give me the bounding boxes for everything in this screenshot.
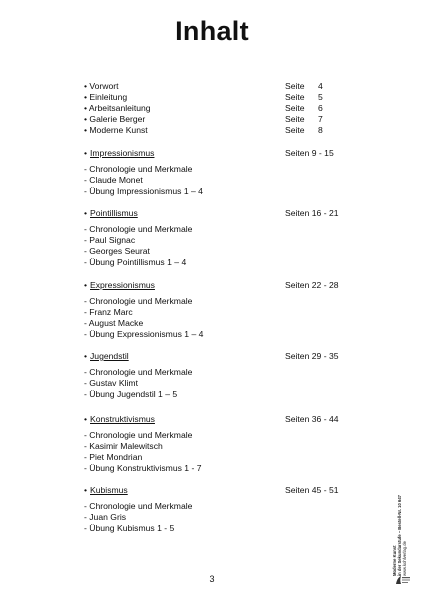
section-item-label: - Chronologie und Merkmale xyxy=(84,501,193,511)
section-item-label: - Übung Konstruktivismus 1 - 7 xyxy=(84,463,202,473)
section-item xyxy=(0,501,424,512)
intro-item-page: 7 xyxy=(318,114,323,124)
intro-item-label: • Einleitung xyxy=(84,92,128,102)
intro-item-seite-label: Seite xyxy=(285,92,305,102)
intro-item-label: • Galerie Berger xyxy=(84,114,146,124)
intro-item-seite-label: Seite xyxy=(285,81,305,91)
intro-item-page: 5 xyxy=(318,92,323,102)
section-pages: Seiten 29 - 35 xyxy=(285,351,339,361)
section-item-label: - Übung Jugendstil 1 – 5 xyxy=(84,389,178,399)
section-item xyxy=(0,235,424,246)
intro-item-seite-label: Seite xyxy=(285,114,305,124)
section-pages: Seiten 9 - 15 xyxy=(285,148,334,158)
section-item-label: - Übung Pointillismus 1 – 4 xyxy=(84,257,187,267)
section-heading: Expressionismus xyxy=(90,280,155,290)
section-item xyxy=(0,512,424,523)
section-heading: Jugendstil xyxy=(90,351,129,361)
side-imprint-order: in der Sekundarstufe – Bestell-Nr. 10 647 xyxy=(397,495,402,576)
section-item xyxy=(0,378,424,389)
section-heading-row xyxy=(0,208,424,219)
section-item xyxy=(0,257,424,268)
side-imprint xyxy=(392,448,416,576)
publisher-logo-icon xyxy=(394,573,412,585)
intro-item-label: • Moderne Kunst xyxy=(84,125,148,135)
intro-item xyxy=(0,114,424,125)
intro-item-seite-label: Seite xyxy=(285,103,305,113)
section-item xyxy=(0,367,424,378)
section-bullet: • xyxy=(84,414,88,424)
section-item-label: - Kasimir Malewitsch xyxy=(84,441,163,451)
section-bullet: • xyxy=(84,208,88,218)
section-item xyxy=(0,318,424,329)
intro-item-seite-label: Seite xyxy=(285,125,305,135)
section-bullet: • xyxy=(84,280,88,290)
section-item-label: - Juan Gris xyxy=(84,512,127,522)
section-item-label: - Übung Kubismus 1 - 5 xyxy=(84,523,175,533)
section-item-label: - Paul Signac xyxy=(84,235,136,245)
section-bullet: • xyxy=(84,485,88,495)
section-bullet: • xyxy=(84,351,88,361)
intro-item-label: • Arbeitsanleitung xyxy=(84,103,151,113)
intro-item-page: 8 xyxy=(318,125,323,135)
section-item xyxy=(0,164,424,175)
section-item-label: - Chronologie und Merkmale xyxy=(84,296,193,306)
intro-item xyxy=(0,81,424,92)
section-item xyxy=(0,175,424,186)
section-heading: Konstruktivismus xyxy=(90,414,155,424)
section-item-label: - Chronologie und Merkmale xyxy=(84,164,193,174)
section-heading-row xyxy=(0,485,424,496)
section-item xyxy=(0,246,424,257)
section-item-label: - Chronologie und Merkmale xyxy=(84,367,193,377)
side-imprint-title: Moderne Kunst xyxy=(392,545,397,576)
section-item-label: - Georges Seurat xyxy=(84,246,150,256)
section-pages: Seiten 45 - 51 xyxy=(285,485,339,495)
section-item xyxy=(0,430,424,441)
page-title: Inhalt xyxy=(175,16,249,46)
section-heading: Impressionismus xyxy=(90,148,155,158)
section-item xyxy=(0,463,424,474)
section-item-label: - Gustav Klimt xyxy=(84,378,138,388)
section-item xyxy=(0,224,424,235)
section-item xyxy=(0,307,424,318)
section-item-label: - Chronologie und Merkmale xyxy=(84,224,193,234)
intro-item xyxy=(0,103,424,114)
section-heading: Kubismus xyxy=(90,485,128,495)
section-pages: Seiten 22 - 28 xyxy=(285,280,339,290)
section-heading-row xyxy=(0,351,424,362)
section-pages: Seiten 16 - 21 xyxy=(285,208,339,218)
section-item-label: - Piet Mondrian xyxy=(84,452,143,462)
section-pages: Seiten 36 - 44 xyxy=(285,414,339,424)
section-item xyxy=(0,441,424,452)
section-item-label: - August Macke xyxy=(84,318,144,328)
section-item xyxy=(0,186,424,197)
section-item-label: - Übung Expressionismus 1 – 4 xyxy=(84,329,204,339)
section-item xyxy=(0,523,424,534)
section-item xyxy=(0,389,424,400)
section-item-label: - Claude Monet xyxy=(84,175,143,185)
section-item xyxy=(0,452,424,463)
intro-item-label: • Vorwort xyxy=(84,81,119,91)
section-heading-row xyxy=(0,414,424,425)
section-item-label: - Franz Marc xyxy=(84,307,133,317)
section-item-label: - Übung Impressionismus 1 – 4 xyxy=(84,186,203,196)
section-bullet: • xyxy=(84,148,88,158)
intro-item xyxy=(0,125,424,136)
section-heading: Pointillismus xyxy=(90,208,138,218)
intro-item-page: 4 xyxy=(318,81,323,91)
section-item-label: - Chronologie und Merkmale xyxy=(84,430,193,440)
intro-item-page: 6 xyxy=(318,103,323,113)
side-imprint-publisher: www.kohlverlag.de xyxy=(402,541,407,576)
section-heading-row xyxy=(0,280,424,291)
intro-item xyxy=(0,92,424,103)
section-heading-row xyxy=(0,148,424,159)
page-number: 3 xyxy=(209,574,215,584)
section-item xyxy=(0,296,424,307)
section-item xyxy=(0,329,424,340)
